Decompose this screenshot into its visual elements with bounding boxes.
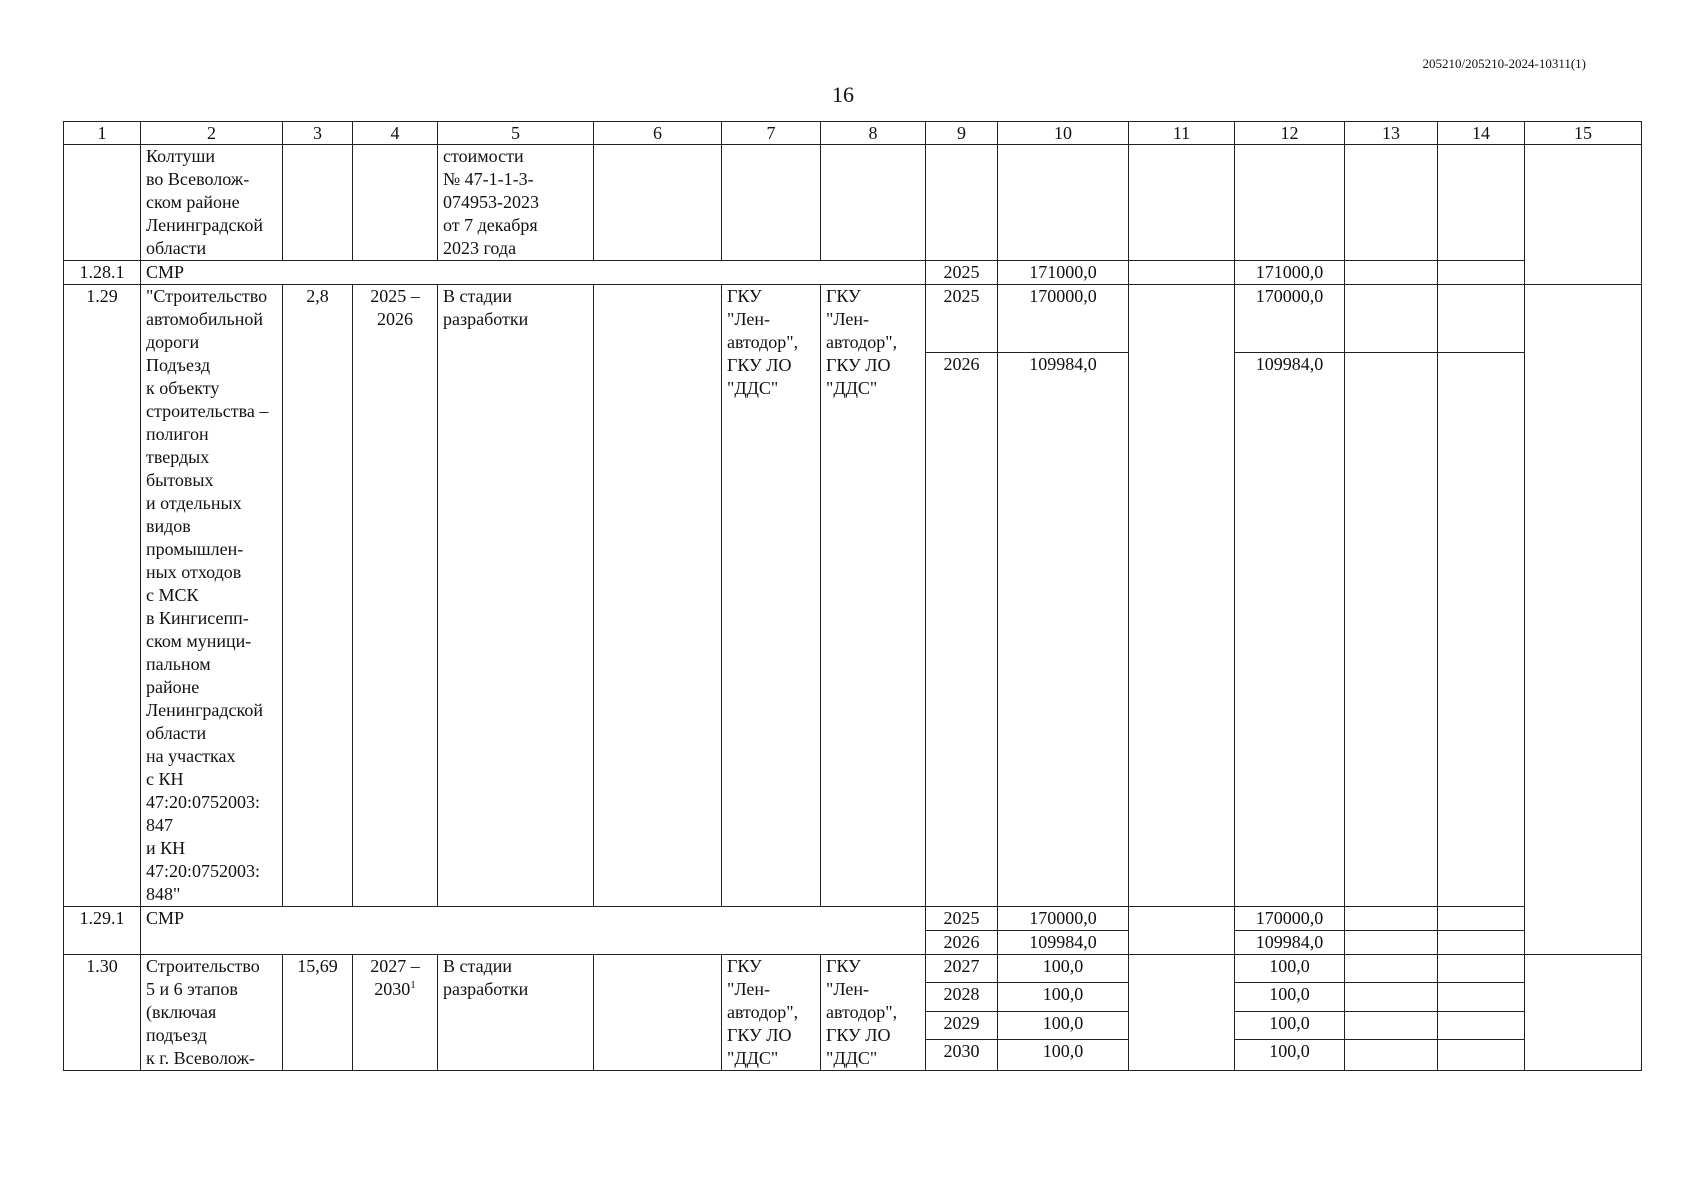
column-header: 12 [1235,122,1345,145]
table-row-1-30 [64,955,1642,983]
table-row-continuation [64,145,1642,261]
amount-cell: 100,0 [998,983,1129,1011]
column-header: 14 [1438,122,1525,145]
column-header: 4 [353,122,438,145]
amount-cell: 170000,0 [1235,285,1345,353]
period-cell [353,955,438,1071]
object-name-cell: Колтуши во Всеволож- ском районе Ленинградской области [141,145,283,261]
page-number: 16 [832,82,854,107]
amount-cell: 170000,0 [998,285,1129,353]
program-table [63,121,1642,1071]
column-header: 1 [64,122,141,145]
length-cell: 2,8 [283,285,353,907]
row-number: 1.28.1 [64,261,141,285]
row-number: 1.29 [64,285,141,907]
amount-cell: 170000,0 [1235,907,1345,931]
column-header: 13 [1345,122,1438,145]
amount-cell: 100,0 [1235,1040,1345,1071]
amount-cell: 170000,0 [998,907,1129,931]
row-label: СМР [141,261,926,285]
length-cell: 15,69 [283,955,353,1071]
year-cell: 2025 [926,907,998,931]
column-header: 8 [821,122,926,145]
amount-cell: 109984,0 [998,353,1129,907]
column-header: 2 [141,122,283,145]
amount-cell: 109984,0 [1235,931,1345,955]
status-cell: В стадии разработки [438,285,594,907]
column-header: 5 [438,122,594,145]
amount-cell: 100,0 [998,955,1129,983]
amount-cell: 100,0 [1235,955,1345,983]
year-cell: 2025 [926,261,998,285]
object-name-cell: "Строительство автомобильной дороги Подъезд к объекту строительства – полигон твердых бытовых и отдельных видов промышлен- ных отходов с МСК в Кингисепп- ском муници- пальном районе Ленинградской области на участках с КН 47:20:0752003: 847 и КН 47:20:0752003: 848" [141,285,283,907]
customer-cell: ГКУ "Лен- автодор", ГКУ ЛО "ДДС" [722,285,821,907]
year-cell: 2025 [926,285,998,353]
table-row-1-29-1 [64,907,1642,931]
row-number: 1.29.1 [64,907,141,955]
period-cell: 2025 – 2026 [353,285,438,907]
column-header: 10 [998,122,1129,145]
footnote-marker: 1 [410,979,416,991]
documentation-cell: стоимости № 47-1-1-3- 074953-2023 от 7 декабря 2023 года [438,145,594,261]
table-row-1-29 [64,285,1642,353]
year-cell: 2029 [926,1011,998,1039]
year-cell: 2026 [926,931,998,955]
period-end: 2030 [374,979,411,999]
row-number: 1.30 [64,955,141,1071]
amount-cell: 100,0 [998,1040,1129,1071]
amount-cell: 109984,0 [998,931,1129,955]
year-cell: 2030 [926,1040,998,1071]
object-name-cell: Строительство 5 и 6 этапов (включая подъезд к г. Всеволож- [141,955,283,1071]
table-header-row [64,122,1642,145]
table-row-1-28-1 [64,261,1642,285]
column-header: 11 [1129,122,1235,145]
document-id: 205210/205210-2024-10311(1) [1422,56,1586,71]
column-header: 9 [926,122,998,145]
amount-cell: 171000,0 [998,261,1129,285]
column-header: 15 [1525,122,1642,145]
amount-cell: 171000,0 [1235,261,1345,285]
developer-cell: ГКУ "Лен- автодор", ГКУ ЛО "ДДС" [821,285,926,907]
row-label: СМР [141,907,926,955]
year-cell: 2026 [926,353,998,907]
column-header: 3 [283,122,353,145]
column-header: 7 [722,122,821,145]
year-cell: 2028 [926,983,998,1011]
status-cell: В стадии разработки [438,955,594,1071]
amount-cell: 109984,0 [1235,353,1345,907]
amount-cell: 100,0 [1235,983,1345,1011]
period-start: 2027 – [370,956,420,976]
developer-cell: ГКУ "Лен- автодор", ГКУ ЛО "ДДС" [821,955,926,1071]
amount-cell: 100,0 [1235,1011,1345,1039]
amount-cell: 100,0 [998,1011,1129,1039]
customer-cell: ГКУ "Лен- автодор", ГКУ ЛО "ДДС" [722,955,821,1071]
year-cell: 2027 [926,955,998,983]
column-header: 6 [594,122,722,145]
